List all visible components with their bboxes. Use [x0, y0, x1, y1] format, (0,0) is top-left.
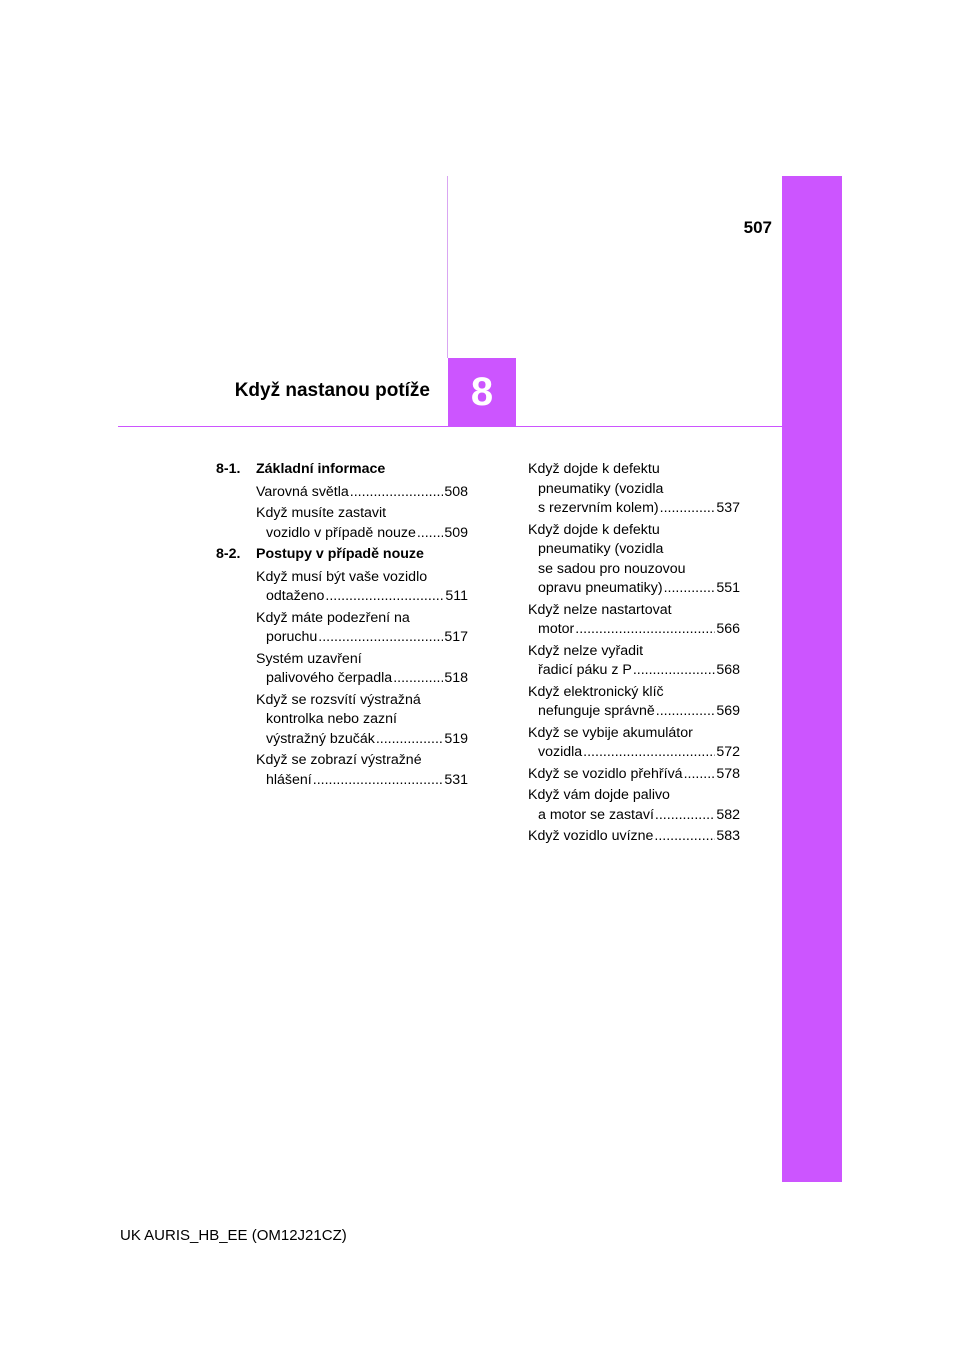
toc-entry[interactable] [528, 786, 740, 825]
chapter-side-tab [782, 176, 842, 1182]
toc-entry[interactable] [528, 683, 740, 722]
toc-entry-line: Když elektronický klíč [528, 683, 664, 700]
toc-right-column [528, 460, 740, 849]
toc-entry-line: vozidlo v případě nouze [266, 524, 416, 541]
toc-entry-line: Když vám dojde palivo [528, 787, 670, 803]
dot-leader [583, 743, 715, 763]
toc-entry-line: a motor se zastaví [538, 806, 654, 823]
dot-leader [660, 499, 716, 519]
toc-entry-line: Když musíte zastavit [256, 505, 387, 521]
toc-entry[interactable] [256, 483, 468, 503]
toc-entry-last-line [528, 702, 740, 722]
dot-leader [633, 661, 715, 681]
toc-entry-line: Když se vybije akumulátor [528, 724, 693, 741]
dot-leader [318, 628, 443, 648]
header-horizontal-rule [118, 426, 782, 427]
toc-entry-line: Systém uzavření [256, 650, 362, 667]
toc-entry-line: Když vozidlo uvízne [528, 828, 654, 844]
toc-entry[interactable] [528, 642, 740, 681]
dot-leader [376, 730, 444, 750]
toc-page-number: 566 [716, 621, 740, 637]
toc-page-number: 582 [716, 806, 740, 823]
toc-entry-line: Když nelze nastartovat [528, 601, 672, 618]
toc-entry-line: odtaženo [266, 588, 325, 604]
toc-page-number: 511 [445, 588, 468, 604]
toc-entry-line: hlášení [266, 771, 312, 788]
toc-page-number: 569 [716, 703, 740, 719]
section-number: 8-1. [216, 461, 241, 477]
dot-leader [575, 620, 715, 640]
toc-entry[interactable] [256, 751, 468, 790]
toc-entry-line: Když máte podezření na [256, 609, 410, 626]
toc-entry-line: opravu pneumatiky) [538, 580, 663, 596]
chapter-title: Když nastanou potíže [234, 380, 430, 401]
toc-entry-last-line [256, 524, 468, 544]
toc-entry-line: s rezervním kolem) [538, 500, 659, 516]
toc-page-number: 519 [444, 730, 468, 747]
toc-entry[interactable] [528, 827, 740, 847]
toc-entry[interactable] [256, 568, 468, 607]
toc-entry-last-line [528, 579, 740, 599]
toc-entry-line: Když se zobrazí výstražné [256, 752, 422, 768]
dot-leader [393, 669, 443, 689]
toc-entry[interactable] [528, 521, 740, 599]
toc-entry-line: palivového čerpadla [266, 670, 393, 686]
toc-entry-last-line [528, 806, 740, 826]
page-number: 507 [743, 218, 772, 237]
toc-page-number: 537 [716, 500, 740, 516]
toc-page-number: 531 [444, 771, 468, 788]
toc-entry-last-line [256, 669, 468, 689]
toc-page-number: 583 [716, 828, 740, 844]
toc-left-column [216, 460, 468, 792]
toc-entry-last-line [256, 730, 468, 750]
toc-entry-line: Když dojde k defektu [528, 521, 660, 538]
toc-entry-last-line [528, 661, 740, 681]
toc-entry-line: motor [538, 621, 575, 637]
toc-entry-last-line [256, 771, 468, 791]
toc-entry-line: nefunguje správně [538, 703, 655, 719]
dot-leader [664, 579, 716, 599]
toc-entry-line: Když dojde k defektu [528, 461, 660, 477]
toc-entry-line: kontrolka nebo zazní [266, 711, 397, 727]
toc-entry-line: Když nelze vyřadit [528, 642, 644, 659]
toc-page-number: 578 [716, 765, 740, 782]
dot-leader [325, 587, 444, 607]
toc-entry-last-line [256, 628, 468, 648]
toc-page-number: 509 [444, 524, 468, 541]
toc-entry[interactable] [256, 650, 468, 689]
toc-entry-line: se sadou pro nouzovou [538, 560, 686, 577]
toc-entry-line: poruchu [266, 629, 318, 645]
toc-entry-last-line [256, 483, 468, 503]
toc-section-heading [216, 460, 468, 480]
document-code-footer: UK AURIS_HB_EE (OM12J21CZ) [120, 1227, 347, 1244]
toc-page-number: 568 [716, 662, 740, 678]
section-title: Základní informace [256, 461, 386, 477]
dot-leader [350, 483, 444, 503]
toc-entry-last-line [528, 827, 740, 847]
toc-entry[interactable] [256, 691, 468, 750]
toc-entry[interactable] [528, 601, 740, 640]
toc-page-number: 551 [716, 580, 740, 596]
section-entries [216, 483, 468, 544]
toc-entry-last-line [256, 587, 468, 607]
toc-entry[interactable] [528, 724, 740, 763]
toc-entry-last-line [528, 765, 740, 785]
toc-entry[interactable] [256, 504, 468, 543]
toc-page-number: 517 [444, 629, 468, 645]
toc-entry-line: řadicí páku z P [538, 662, 632, 678]
dot-leader [313, 771, 444, 791]
toc-entry-last-line [528, 499, 740, 519]
section-entries [216, 568, 468, 791]
toc-entry-last-line [528, 620, 740, 640]
toc-entry-line: Když musí být vaše vozidlo [256, 568, 428, 585]
toc-entry[interactable] [528, 765, 740, 785]
toc-entry-line: Varovná světla [256, 483, 349, 500]
dot-leader [655, 806, 715, 826]
toc-entry-line: pneumatiky (vozidla [538, 541, 664, 557]
toc-entry-last-line [528, 743, 740, 763]
toc-entry-line: vozidla [538, 744, 583, 760]
toc-page-number: 518 [444, 670, 468, 686]
toc-page-number: 508 [444, 483, 468, 500]
toc-entry[interactable] [528, 460, 740, 519]
toc-entry-line: Když se vozidlo přehřívá [528, 765, 683, 782]
toc-entry-line: pneumatiky (vozidla [538, 480, 664, 497]
dot-leader [654, 827, 715, 847]
section-number: 8-2. [216, 546, 241, 562]
toc-entry-line: výstražný bzučák [266, 730, 375, 747]
section-title: Postupy v případě nouze [256, 546, 424, 562]
dot-leader [684, 765, 716, 785]
toc-entry[interactable] [256, 609, 468, 648]
dot-leader [656, 702, 716, 722]
header-vertical-rule [447, 176, 448, 358]
dot-leader [417, 524, 443, 544]
toc-section-heading [216, 545, 468, 565]
toc-page-number: 572 [716, 744, 740, 760]
toc-entry-line: Když se rozsvítí výstražná [256, 691, 421, 708]
chapter-number-box: 8 [448, 358, 516, 426]
